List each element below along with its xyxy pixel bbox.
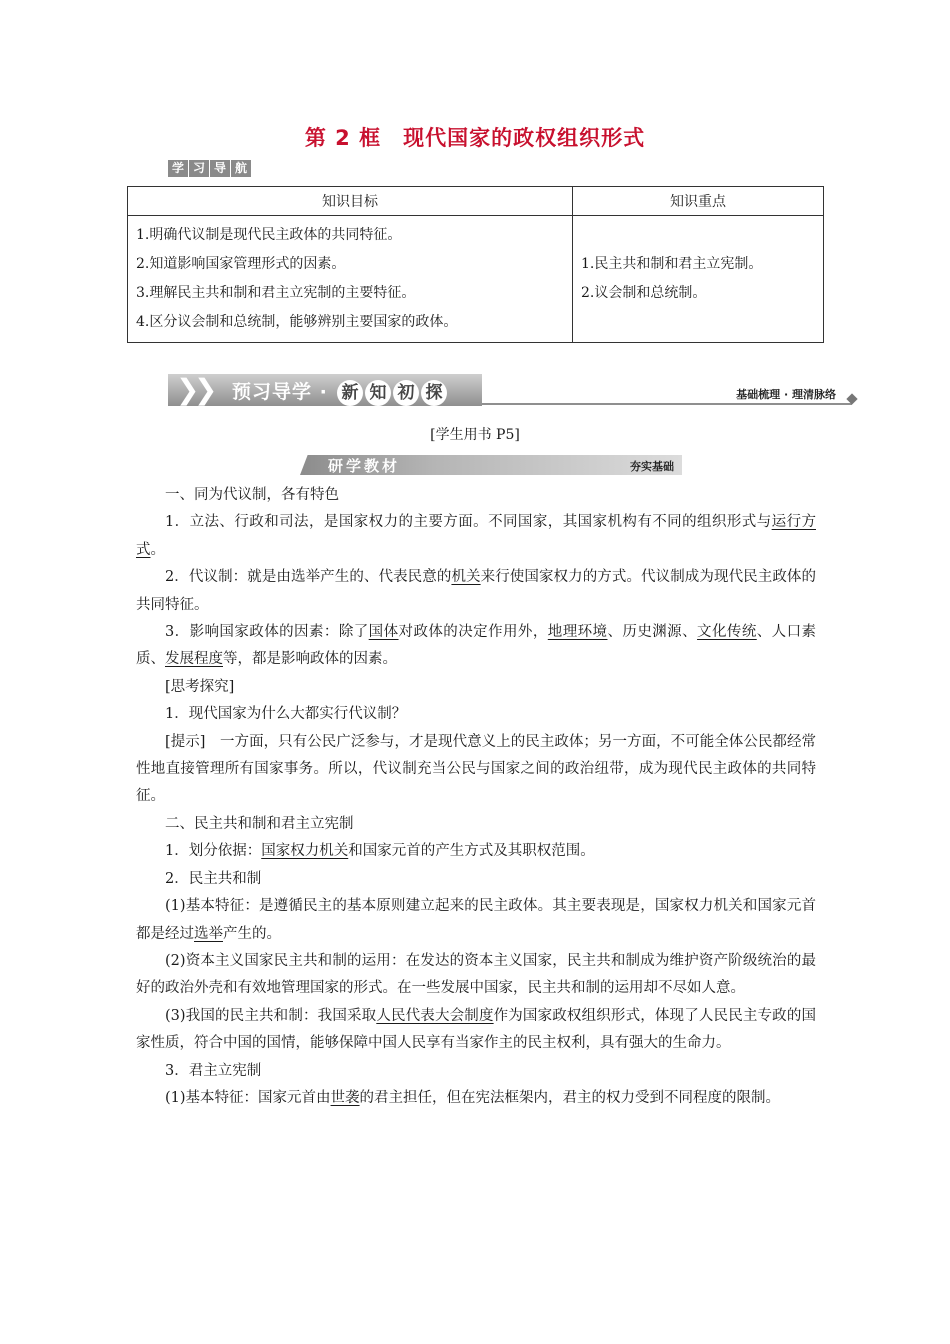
- sub-banner-label: 研学教材: [328, 457, 401, 475]
- banner-right-text: 基础梳理 · 理清脉络: [736, 388, 836, 401]
- header-key-points: 知识重点: [573, 187, 824, 216]
- key-point-item: 1.民主共和制和君主立宪制。: [581, 256, 763, 272]
- underlined-term: 人民代表大会制度: [376, 1007, 494, 1024]
- sub-banner-right-text: 夯实基础: [630, 460, 674, 473]
- paragraph: (2)资本主义国家民主共和制的运用：在发达的资本主义国家，民主共和制成为维护资产阶级统治的最好的政治外壳和有效地管理国家的形式。在一些发展中国家，民主共和制的运用却不尽如人意。: [136, 952, 816, 997]
- key-points-cell: [573, 216, 824, 343]
- text-run: 作为国家政权组织形式，体现了人民民主专政的国家性质，符合中国的国情，能够保障中国人民享有当家作主的民主权利，具有强大的生命力。: [136, 1007, 817, 1052]
- text-run: 对政体的决定作用外，: [398, 624, 548, 641]
- key-point-item: 2.议会制和总统制。: [581, 285, 707, 301]
- underlined-term: 机关: [451, 569, 481, 586]
- underlined-term: 地理环境: [547, 624, 608, 641]
- banner-rule: [482, 403, 852, 405]
- tag-char: 习: [189, 160, 209, 177]
- paragraph: 3．君主立宪制: [165, 1062, 262, 1079]
- text-run: 和国家元首的产生方式及其职权范围。: [348, 843, 595, 860]
- page-title: 第 2 框 现代国家的政权组织形式: [304, 126, 646, 150]
- text-run: 1．划分依据：: [165, 843, 262, 860]
- section-banner: [168, 374, 858, 408]
- tag-char: 学: [168, 160, 188, 177]
- objective-item: 4.区分议会制和总统制，能够辨别主要国家的政体。: [136, 314, 458, 330]
- header-objectives: 知识目标: [128, 187, 573, 216]
- text-run: 、人口素质、: [136, 624, 817, 668]
- chevron-right-icon: ❯: [176, 373, 200, 406]
- underlined-term: 文化传统: [697, 624, 757, 641]
- book-reference: [学生用书 P5]: [430, 427, 520, 443]
- underlined-term: 国家权力机关: [261, 843, 349, 860]
- objective-item: 2.知道影响国家管理形式的因素。: [136, 256, 346, 272]
- study-guide-tag: [168, 160, 251, 177]
- goals-table: [127, 186, 824, 343]
- text-run: (1)基本特征：是遵循民主的基本原则建立起来的民主政体。其主要表现是，国家权力机关和国家元首都是经过: [136, 898, 816, 942]
- text-run: 、历史渊源、: [607, 624, 698, 641]
- underlined-term: 选举: [194, 925, 223, 942]
- paragraph: 1．现代国家为什么大都实行代议制？: [165, 706, 407, 723]
- paragraph: [136, 893, 816, 948]
- objective-item: 3.理解民主共和制和君主立宪制的主要特征。: [136, 285, 416, 301]
- underlined-term: 运行方式: [136, 514, 816, 558]
- paragraph: [136, 1085, 816, 1112]
- underlined-term: 发展程度: [165, 651, 223, 668]
- sub-banner: [300, 455, 682, 475]
- banner-label-text: 预习导学: [232, 381, 313, 403]
- text-run: 来行使国家权力的方式。代议制成为现代民主政体的共同特征。: [136, 569, 816, 613]
- text-run: (3)我国的民主共和制：我国采取: [165, 1007, 377, 1024]
- paragraph: [136, 509, 816, 564]
- paragraph: [思考探究]: [165, 678, 235, 695]
- paragraph: [提示] 一方面，只有公民广泛参与，才是现代意义上的民主政体；另一方面，不可能全体公民都经常性地直接管理所有国家事务。所以，代议制充当公民与国家之间的政治纽带，成为现代民主政体的共同特征。: [136, 733, 816, 805]
- paragraph: [136, 564, 816, 619]
- text-run: 2．代议制：就是由选举产生的、代表民意的: [165, 569, 452, 586]
- tag-char: 航: [231, 160, 251, 177]
- text-run: 。: [150, 541, 165, 558]
- paragraph: 一、同为代议制，各有特色: [165, 487, 339, 503]
- paragraph: 2．民主共和制: [165, 870, 262, 887]
- objective-item: 1.明确代议制是现代民主政体的共同特征。: [136, 227, 402, 243]
- circled-char: 知: [365, 380, 391, 406]
- paragraph: [136, 1003, 816, 1058]
- banner-dot: ·: [319, 381, 328, 403]
- text-run: 产生的。: [223, 925, 281, 942]
- circled-char: 新: [337, 380, 363, 406]
- text-run: (1)基本特征：国家元首由: [165, 1089, 331, 1106]
- text-run: 的君主担任，但在宪法框架内，君主的权力受到不同程度的限制。: [359, 1089, 781, 1106]
- paragraph: [136, 838, 816, 865]
- underlined-term: 世袭: [330, 1089, 360, 1106]
- underlined-term: 国体: [368, 624, 399, 641]
- paragraph: 二、民主共和制和君主立宪制: [165, 815, 354, 832]
- text-run: 3．影响国家政体的因素：除了: [165, 624, 369, 641]
- circled-char: 探: [421, 380, 447, 406]
- paragraph: [136, 619, 816, 674]
- objectives-cell: [128, 216, 573, 343]
- banner-label: [232, 377, 447, 406]
- text-run: 等，都是影响政体的因素。: [223, 651, 397, 668]
- chevron-right-icon: ❯: [194, 373, 218, 406]
- body-text: [136, 482, 816, 1112]
- tag-char: 导: [210, 160, 230, 177]
- circled-char: 初: [393, 380, 419, 406]
- text-run: 1．立法、行政和司法，是国家权力的主要方面。不同国家，其国家机构有不同的组织形式与: [165, 514, 772, 531]
